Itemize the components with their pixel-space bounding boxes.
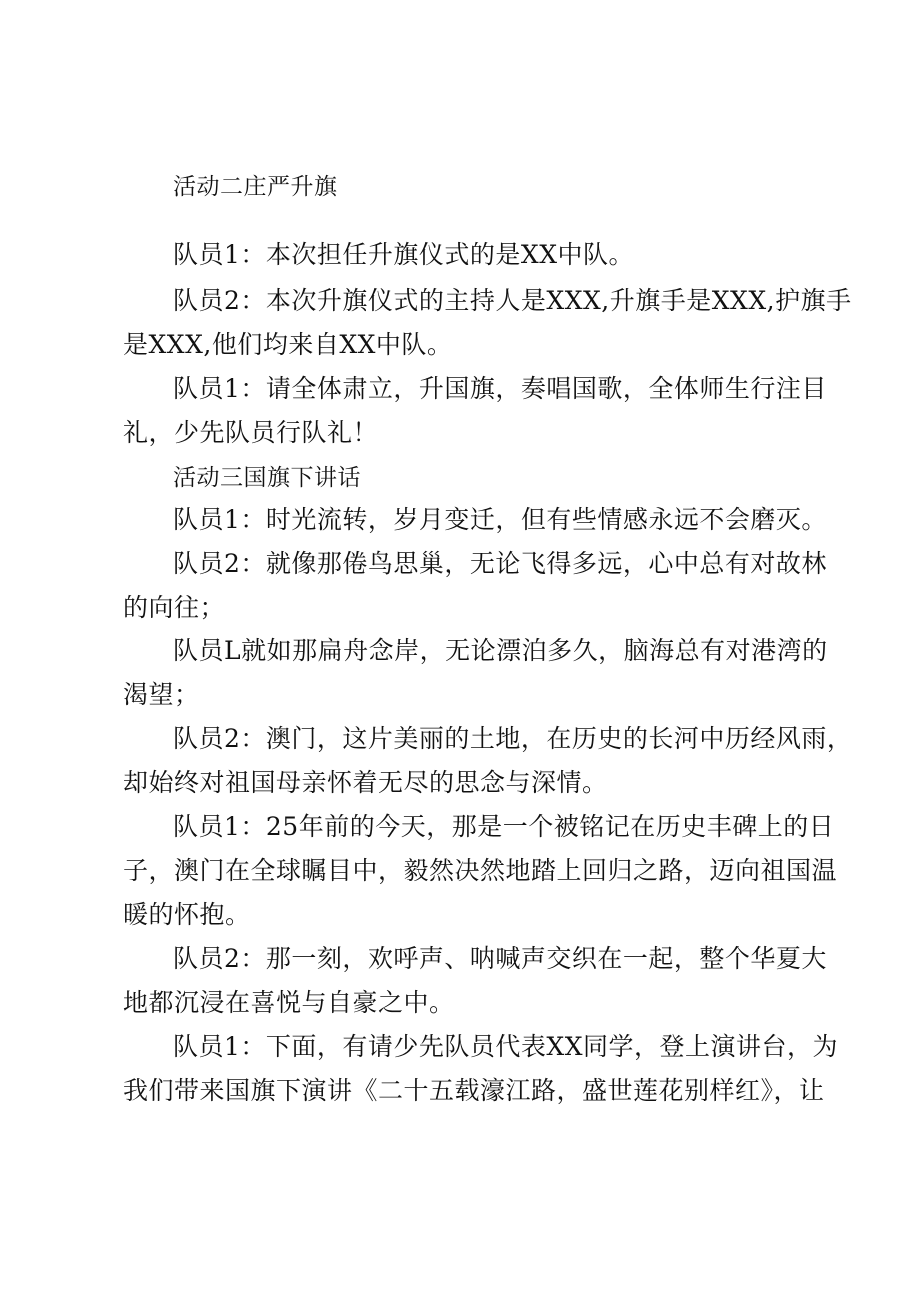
paragraph-line: 队员1：时光流转，岁月变迁，但有些情感永远不会磨灭。 <box>173 505 827 534</box>
paragraph-line: 地都沉浸在喜悦与自豪之中。 <box>123 988 455 1017</box>
paragraph-line: 却始终对祖国母亲怀着无尽的思念与深情。 <box>123 768 608 797</box>
paragraph-line: 是XXX,他们均来自XX中队。 <box>123 330 453 359</box>
heading-activity-3: 活动三国旗下讲话 <box>173 465 361 491</box>
paragraph-line: 队员1：请全体肃立，升国旗，奏唱国歌，全体师生行注目 <box>173 374 827 403</box>
paragraph-line: 队员1：下面，有请少先队员代表XX同学，登上演讲台，为 <box>173 1032 839 1061</box>
paragraph-line: 队员L就如那扁舟念岸，无论漂泊多久，脑海总有对港湾的 <box>173 636 828 665</box>
paragraph-line: 队员2：澳门，这片美丽的土地，在历史的长河中历经风雨， <box>173 724 853 753</box>
paragraph-line: 队员1：25年前的今天，那是一个被铭记在历史丰碑上的日 <box>173 812 835 841</box>
paragraph-line: 我们带来国旗下演讲《二十五载濠江路，盛世莲花别样红》，让 <box>123 1076 825 1105</box>
paragraph-line: 暖的怀抱。 <box>123 900 251 929</box>
paragraph-line: 渴望； <box>123 680 200 709</box>
paragraph-line: 队员2：就像那倦鸟思巢，无论飞得多远，心中总有对故林 <box>173 549 827 578</box>
paragraph-line: 子，澳门在全球瞩目中，毅然决然地踏上回归之路，迈向祖国温 <box>123 856 838 885</box>
paragraph-line: 的向往； <box>123 593 226 622</box>
heading-activity-2: 活动二庄严升旗 <box>173 174 338 200</box>
paragraph-line: 队员1：本次担任升旗仪式的是XX中队。 <box>173 240 635 269</box>
paragraph-line: 队员2：本次升旗仪式的主持人是XXX,升旗手是XXX,护旗手 <box>173 286 852 315</box>
paragraph-line: 礼，少先队员行队礼！ <box>123 418 379 447</box>
paragraph-line: 队员2：那一刻，欢呼声、呐喊声交织在一起，整个华夏大 <box>173 944 827 973</box>
